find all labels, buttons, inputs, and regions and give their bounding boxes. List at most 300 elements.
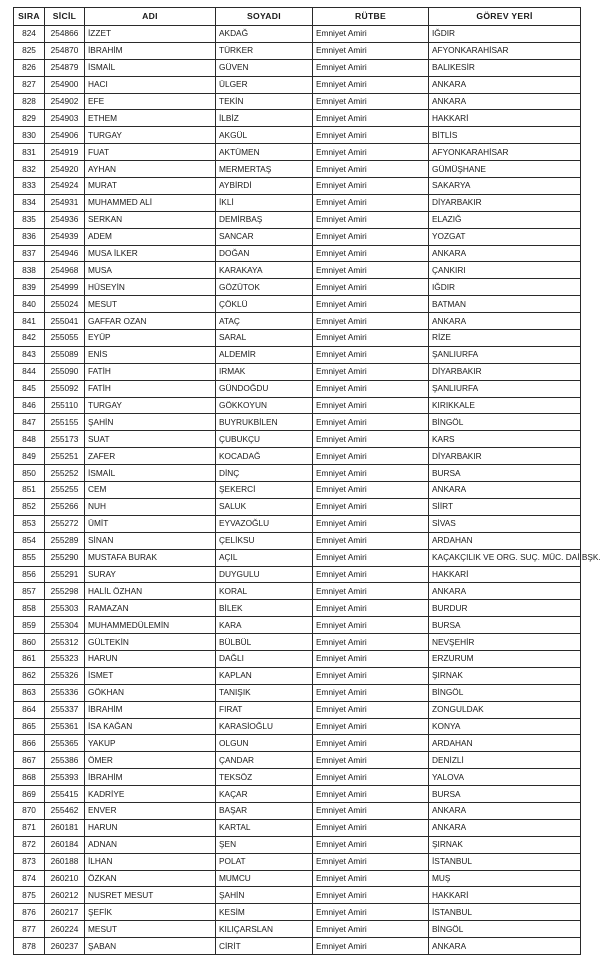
gorev-yeri-cell: MUŞ	[429, 870, 581, 887]
soyadi-cell: MUMCU	[216, 870, 313, 887]
gorev-yeri-cell: ŞANLIURFA	[429, 346, 581, 363]
rutbe-cell: Emniyet Amiri	[313, 853, 429, 870]
sira-cell: 874	[14, 870, 45, 887]
table-row	[14, 313, 581, 330]
sicil-cell: 255024	[45, 296, 85, 313]
sira-cell: 849	[14, 448, 45, 465]
rutbe-cell: Emniyet Amiri	[313, 836, 429, 853]
adi-cell: SİNAN	[85, 532, 216, 549]
sicil-cell: 255289	[45, 532, 85, 549]
soyadi-cell: ÇELİKSU	[216, 532, 313, 549]
adi-cell: ÜMİT	[85, 515, 216, 532]
sicil-cell: 260181	[45, 819, 85, 836]
sicil-cell: 255312	[45, 634, 85, 651]
table-row	[14, 938, 581, 955]
rutbe-cell: Emniyet Amiri	[313, 346, 429, 363]
sira-cell: 831	[14, 144, 45, 161]
adi-cell: TURGAY	[85, 127, 216, 144]
table-row	[14, 769, 581, 786]
rutbe-cell: Emniyet Amiri	[313, 262, 429, 279]
sicil-cell: 254902	[45, 93, 85, 110]
gorev-yeri-cell: ANKARA	[429, 76, 581, 93]
adi-cell: FATİH	[85, 363, 216, 380]
adi-cell: TURGAY	[85, 397, 216, 414]
sicil-cell: 255266	[45, 498, 85, 515]
rutbe-cell: Emniyet Amiri	[313, 549, 429, 566]
sicil-cell: 260212	[45, 887, 85, 904]
gorev-yeri-cell: BALIKESİR	[429, 59, 581, 76]
rutbe-cell: Emniyet Amiri	[313, 161, 429, 178]
table-row	[14, 667, 581, 684]
soyadi-cell: ATAÇ	[216, 313, 313, 330]
sicil-cell: 255415	[45, 786, 85, 803]
table-row	[14, 498, 581, 515]
rutbe-cell: Emniyet Amiri	[313, 431, 429, 448]
soyadi-cell: POLAT	[216, 853, 313, 870]
table-row	[14, 414, 581, 431]
gorev-yeri-cell: GÜMÜŞHANE	[429, 161, 581, 178]
rutbe-cell: Emniyet Amiri	[313, 59, 429, 76]
gorev-yeri-cell: ANKARA	[429, 802, 581, 819]
sicil-cell: 260184	[45, 836, 85, 853]
rutbe-cell: Emniyet Amiri	[313, 870, 429, 887]
sira-cell: 843	[14, 346, 45, 363]
gorev-yeri-cell: BİTLİS	[429, 127, 581, 144]
adi-cell: İSMET	[85, 667, 216, 684]
rutbe-cell: Emniyet Amiri	[313, 279, 429, 296]
table-row	[14, 363, 581, 380]
sira-cell: 866	[14, 735, 45, 752]
rutbe-cell: Emniyet Amiri	[313, 921, 429, 938]
table-row	[14, 397, 581, 414]
rutbe-cell: Emniyet Amiri	[313, 144, 429, 161]
sira-cell: 827	[14, 76, 45, 93]
sicil-cell: 260224	[45, 921, 85, 938]
personnel-table	[13, 7, 601, 955]
soyadi-cell: KILIÇARSLAN	[216, 921, 313, 938]
soyadi-cell: TEKSÖZ	[216, 769, 313, 786]
adi-cell: İSMAİL	[85, 465, 216, 482]
adi-cell: ŞABAN	[85, 938, 216, 955]
table-row	[14, 448, 581, 465]
sicil-cell: 254906	[45, 127, 85, 144]
gorev-yeri-cell: ELAZIĞ	[429, 211, 581, 228]
soyadi-cell: SALUK	[216, 498, 313, 515]
soyadi-cell: KESİM	[216, 904, 313, 921]
sicil-cell: 255365	[45, 735, 85, 752]
adi-cell: EFE	[85, 93, 216, 110]
gorev-yeri-cell: ŞIRNAK	[429, 836, 581, 853]
adi-cell: ŞAHİN	[85, 414, 216, 431]
sira-cell: 851	[14, 482, 45, 499]
gorev-yeri-cell: ERZURUM	[429, 650, 581, 667]
sicil-cell: 255323	[45, 650, 85, 667]
gorev-yeri-cell: BURSA	[429, 786, 581, 803]
soyadi-cell: CİRİT	[216, 938, 313, 955]
gorev-yeri-cell: ARDAHAN	[429, 532, 581, 549]
sira-cell: 859	[14, 617, 45, 634]
table-row	[14, 819, 581, 836]
adi-cell: ETHEM	[85, 110, 216, 127]
rutbe-cell: Emniyet Amiri	[313, 583, 429, 600]
table-row	[14, 482, 581, 499]
soyadi-cell: KARTAL	[216, 819, 313, 836]
table-row	[14, 262, 581, 279]
gorev-yeri-cell: BİNGÖL	[429, 921, 581, 938]
sira-cell: 862	[14, 667, 45, 684]
gorev-yeri-cell: DİYARBAKIR	[429, 363, 581, 380]
rutbe-cell: Emniyet Amiri	[313, 802, 429, 819]
adi-cell: MESUT	[85, 296, 216, 313]
sira-cell: 834	[14, 194, 45, 211]
table-row	[14, 211, 581, 228]
table-row	[14, 735, 581, 752]
adi-cell: ÖMER	[85, 752, 216, 769]
adi-cell: İBRAHİM	[85, 701, 216, 718]
sicil-cell: 255041	[45, 313, 85, 330]
sicil-cell: 255255	[45, 482, 85, 499]
table-row	[14, 26, 581, 43]
sicil-cell: 255386	[45, 752, 85, 769]
gorev-yeri-cell: İSTANBUL	[429, 853, 581, 870]
table-row	[14, 465, 581, 482]
sicil-cell: 255291	[45, 566, 85, 583]
sicil-cell: 254936	[45, 211, 85, 228]
sira-cell: 830	[14, 127, 45, 144]
sira-cell: 828	[14, 93, 45, 110]
soyadi-cell: BAŞAR	[216, 802, 313, 819]
table-row	[14, 566, 581, 583]
sicil-cell: 254946	[45, 245, 85, 262]
adi-cell: İZZET	[85, 26, 216, 43]
rutbe-cell: Emniyet Amiri	[313, 938, 429, 955]
sira-cell: 825	[14, 42, 45, 59]
soyadi-cell: ŞEKERCİ	[216, 482, 313, 499]
soyadi-cell: DUYGULU	[216, 566, 313, 583]
adi-cell: EYÜP	[85, 330, 216, 347]
soyadi-cell: FIRAT	[216, 701, 313, 718]
soyadi-cell: İKLİ	[216, 194, 313, 211]
adi-cell: FATİH	[85, 380, 216, 397]
rutbe-cell: Emniyet Amiri	[313, 752, 429, 769]
table-row	[14, 870, 581, 887]
adi-cell: RAMAZAN	[85, 600, 216, 617]
sira-cell: 860	[14, 634, 45, 651]
gorev-yeri-cell: DENİZLİ	[429, 752, 581, 769]
table-row	[14, 684, 581, 701]
soyadi-cell: ÜLGER	[216, 76, 313, 93]
sira-cell: 839	[14, 279, 45, 296]
adi-cell: İSA KAĞAN	[85, 718, 216, 735]
gorev-yeri-cell: ANKARA	[429, 938, 581, 955]
soyadi-cell: ALDEMİR	[216, 346, 313, 363]
rutbe-cell: Emniyet Amiri	[313, 769, 429, 786]
soyadi-cell: BÜLBÜL	[216, 634, 313, 651]
rutbe-cell: Emniyet Amiri	[313, 313, 429, 330]
personnel-list-sheet	[13, 7, 601, 955]
gorev-yeri-cell: AFYONKARAHİSAR	[429, 144, 581, 161]
soyadi-cell: KARA	[216, 617, 313, 634]
soyadi-cell: AYBİRDİ	[216, 178, 313, 195]
rutbe-cell: Emniyet Amiri	[313, 532, 429, 549]
sicil-cell: 260237	[45, 938, 85, 955]
table-row	[14, 904, 581, 921]
gorev-yeri-cell: BURSA	[429, 617, 581, 634]
sicil-cell: 255090	[45, 363, 85, 380]
header-gorev-yeri: GÖREV YERİ	[429, 8, 581, 26]
sira-cell: 836	[14, 228, 45, 245]
adi-cell: MURAT	[85, 178, 216, 195]
gorev-yeri-cell: DİYARBAKIR	[429, 448, 581, 465]
rutbe-cell: Emniyet Amiri	[313, 634, 429, 651]
adi-cell: HARUN	[85, 650, 216, 667]
sira-cell: 848	[14, 431, 45, 448]
sira-cell: 838	[14, 262, 45, 279]
table-row	[14, 380, 581, 397]
sicil-cell: 254939	[45, 228, 85, 245]
adi-cell: HALİL ÖZHAN	[85, 583, 216, 600]
sicil-cell: 254920	[45, 161, 85, 178]
sicil-cell: 255336	[45, 684, 85, 701]
soyadi-cell: TANIŞIK	[216, 684, 313, 701]
table-row	[14, 549, 581, 566]
gorev-yeri-cell: ANKARA	[429, 482, 581, 499]
table-row	[14, 59, 581, 76]
sira-cell: 840	[14, 296, 45, 313]
soyadi-cell: DEMİRBAŞ	[216, 211, 313, 228]
sira-cell: 847	[14, 414, 45, 431]
adi-cell: ENİS	[85, 346, 216, 363]
rutbe-cell: Emniyet Amiri	[313, 414, 429, 431]
sicil-cell: 255304	[45, 617, 85, 634]
table-row	[14, 296, 581, 313]
sira-cell: 863	[14, 684, 45, 701]
soyadi-cell: ŞAHİN	[216, 887, 313, 904]
rutbe-cell: Emniyet Amiri	[313, 701, 429, 718]
gorev-yeri-cell: KARS	[429, 431, 581, 448]
soyadi-cell: GÖKKOYUN	[216, 397, 313, 414]
soyadi-cell: IRMAK	[216, 363, 313, 380]
adi-cell: ADNAN	[85, 836, 216, 853]
sicil-cell: 255393	[45, 769, 85, 786]
sicil-cell: 255326	[45, 667, 85, 684]
sira-cell: 869	[14, 786, 45, 803]
header-sicil: SİCİL	[45, 8, 85, 26]
table-row	[14, 144, 581, 161]
table-row	[14, 42, 581, 59]
soyadi-cell: AKDAĞ	[216, 26, 313, 43]
rutbe-cell: Emniyet Amiri	[313, 684, 429, 701]
gorev-yeri-cell: ARDAHAN	[429, 735, 581, 752]
rutbe-cell: Emniyet Amiri	[313, 363, 429, 380]
gorev-yeri-cell: BİNGÖL	[429, 414, 581, 431]
table-row	[14, 802, 581, 819]
gorev-yeri-cell: KONYA	[429, 718, 581, 735]
soyadi-cell: ÇUBUKÇU	[216, 431, 313, 448]
soyadi-cell: GÖZÜTOK	[216, 279, 313, 296]
rutbe-cell: Emniyet Amiri	[313, 330, 429, 347]
sicil-cell: 255110	[45, 397, 85, 414]
adi-cell: SURAY	[85, 566, 216, 583]
gorev-yeri-cell: SAKARYA	[429, 178, 581, 195]
adi-cell: NUSRET MESUT	[85, 887, 216, 904]
table-row	[14, 650, 581, 667]
soyadi-cell: OLGUN	[216, 735, 313, 752]
header-rutbe: RÜTBE	[313, 8, 429, 26]
rutbe-cell: Emniyet Amiri	[313, 887, 429, 904]
rutbe-cell: Emniyet Amiri	[313, 515, 429, 532]
table-row	[14, 532, 581, 549]
sicil-cell: 255252	[45, 465, 85, 482]
gorev-yeri-cell: KIRIKKALE	[429, 397, 581, 414]
sira-cell: 826	[14, 59, 45, 76]
sicil-cell: 254900	[45, 76, 85, 93]
rutbe-cell: Emniyet Amiri	[313, 600, 429, 617]
rutbe-cell: Emniyet Amiri	[313, 904, 429, 921]
adi-cell: İBRAHİM	[85, 769, 216, 786]
table-row	[14, 127, 581, 144]
header-adi: ADI	[85, 8, 216, 26]
sira-cell: 870	[14, 802, 45, 819]
adi-cell: AYHAN	[85, 161, 216, 178]
header-row	[14, 8, 581, 26]
rutbe-cell: Emniyet Amiri	[313, 482, 429, 499]
table-row	[14, 194, 581, 211]
adi-cell: ZAFER	[85, 448, 216, 465]
table-row	[14, 583, 581, 600]
sira-cell: 858	[14, 600, 45, 617]
sira-cell: 837	[14, 245, 45, 262]
table-row	[14, 93, 581, 110]
rutbe-cell: Emniyet Amiri	[313, 718, 429, 735]
gorev-yeri-cell: YALOVA	[429, 769, 581, 786]
sicil-cell: 260217	[45, 904, 85, 921]
rutbe-cell: Emniyet Amiri	[313, 42, 429, 59]
sicil-cell: 255055	[45, 330, 85, 347]
sicil-cell: 255155	[45, 414, 85, 431]
adi-cell: İLHAN	[85, 853, 216, 870]
sira-cell: 842	[14, 330, 45, 347]
sira-cell: 878	[14, 938, 45, 955]
soyadi-cell: DİNÇ	[216, 465, 313, 482]
gorev-yeri-cell: HAKKARİ	[429, 566, 581, 583]
soyadi-cell: TÜRKER	[216, 42, 313, 59]
header-soyadi: SOYADI	[216, 8, 313, 26]
sira-cell: 873	[14, 853, 45, 870]
gorev-yeri-cell: ANKARA	[429, 819, 581, 836]
adi-cell: CEM	[85, 482, 216, 499]
soyadi-cell: İLBİZ	[216, 110, 313, 127]
rutbe-cell: Emniyet Amiri	[313, 650, 429, 667]
soyadi-cell: AKTÜMEN	[216, 144, 313, 161]
rutbe-cell: Emniyet Amiri	[313, 211, 429, 228]
gorev-yeri-cell: IĞDIR	[429, 279, 581, 296]
soyadi-cell: KORAL	[216, 583, 313, 600]
table-row	[14, 228, 581, 245]
table-row	[14, 76, 581, 93]
adi-cell: HÜSEYİN	[85, 279, 216, 296]
sicil-cell: 255462	[45, 802, 85, 819]
sira-cell: 876	[14, 904, 45, 921]
adi-cell: SERKAN	[85, 211, 216, 228]
sira-cell: 861	[14, 650, 45, 667]
soyadi-cell: KARAKAYA	[216, 262, 313, 279]
rutbe-cell: Emniyet Amiri	[313, 786, 429, 803]
rutbe-cell: Emniyet Amiri	[313, 735, 429, 752]
gorev-yeri-cell: IĞDIR	[429, 26, 581, 43]
sira-cell: 857	[14, 583, 45, 600]
soyadi-cell: KARASİOĞLU	[216, 718, 313, 735]
rutbe-cell: Emniyet Amiri	[313, 380, 429, 397]
sira-cell: 824	[14, 26, 45, 43]
adi-cell: SUAT	[85, 431, 216, 448]
soyadi-cell: SANCAR	[216, 228, 313, 245]
rutbe-cell: Emniyet Amiri	[313, 194, 429, 211]
soyadi-cell: AKGÜL	[216, 127, 313, 144]
sira-cell: 868	[14, 769, 45, 786]
adi-cell: GÖKHAN	[85, 684, 216, 701]
soyadi-cell: SARAL	[216, 330, 313, 347]
rutbe-cell: Emniyet Amiri	[313, 667, 429, 684]
table-row	[14, 178, 581, 195]
table-row	[14, 853, 581, 870]
gorev-yeri-cell: DİYARBAKIR	[429, 194, 581, 211]
sicil-cell: 254879	[45, 59, 85, 76]
adi-cell: HACI	[85, 76, 216, 93]
gorev-yeri-cell: BURSA	[429, 465, 581, 482]
rutbe-cell: Emniyet Amiri	[313, 26, 429, 43]
soyadi-cell: BİLEK	[216, 600, 313, 617]
soyadi-cell: AÇIL	[216, 549, 313, 566]
gorev-yeri-cell: ŞANLIURFA	[429, 380, 581, 397]
table-row	[14, 921, 581, 938]
gorev-yeri-cell: ANKARA	[429, 245, 581, 262]
soyadi-cell: KOCADAĞ	[216, 448, 313, 465]
gorev-yeri-cell: AFYONKARAHİSAR	[429, 42, 581, 59]
sira-cell: 867	[14, 752, 45, 769]
gorev-yeri-cell: HAKKARİ	[429, 110, 581, 127]
sira-cell: 854	[14, 532, 45, 549]
adi-cell: MUSTAFA BURAK	[85, 549, 216, 566]
adi-cell: MUHAMMEDÜLEMİN	[85, 617, 216, 634]
sira-cell: 864	[14, 701, 45, 718]
gorev-yeri-cell: ANKARA	[429, 583, 581, 600]
sicil-cell: 260188	[45, 853, 85, 870]
adi-cell: GAFFAR OZAN	[85, 313, 216, 330]
adi-cell: FUAT	[85, 144, 216, 161]
soyadi-cell: ÇÖKLÜ	[216, 296, 313, 313]
sicil-cell: 254968	[45, 262, 85, 279]
table-row	[14, 786, 581, 803]
sicil-cell: 255361	[45, 718, 85, 735]
adi-cell: HARUN	[85, 819, 216, 836]
table-row	[14, 701, 581, 718]
sira-cell: 865	[14, 718, 45, 735]
table-row	[14, 431, 581, 448]
soyadi-cell: GÜNDOĞDU	[216, 380, 313, 397]
soyadi-cell: MERMERTAŞ	[216, 161, 313, 178]
adi-cell: ŞEFİK	[85, 904, 216, 921]
table-row	[14, 346, 581, 363]
sicil-cell: 255251	[45, 448, 85, 465]
sicil-cell: 255303	[45, 600, 85, 617]
rutbe-cell: Emniyet Amiri	[313, 448, 429, 465]
soyadi-cell: ŞEN	[216, 836, 313, 853]
sira-cell: 833	[14, 178, 45, 195]
table-row	[14, 887, 581, 904]
rutbe-cell: Emniyet Amiri	[313, 76, 429, 93]
rutbe-cell: Emniyet Amiri	[313, 245, 429, 262]
